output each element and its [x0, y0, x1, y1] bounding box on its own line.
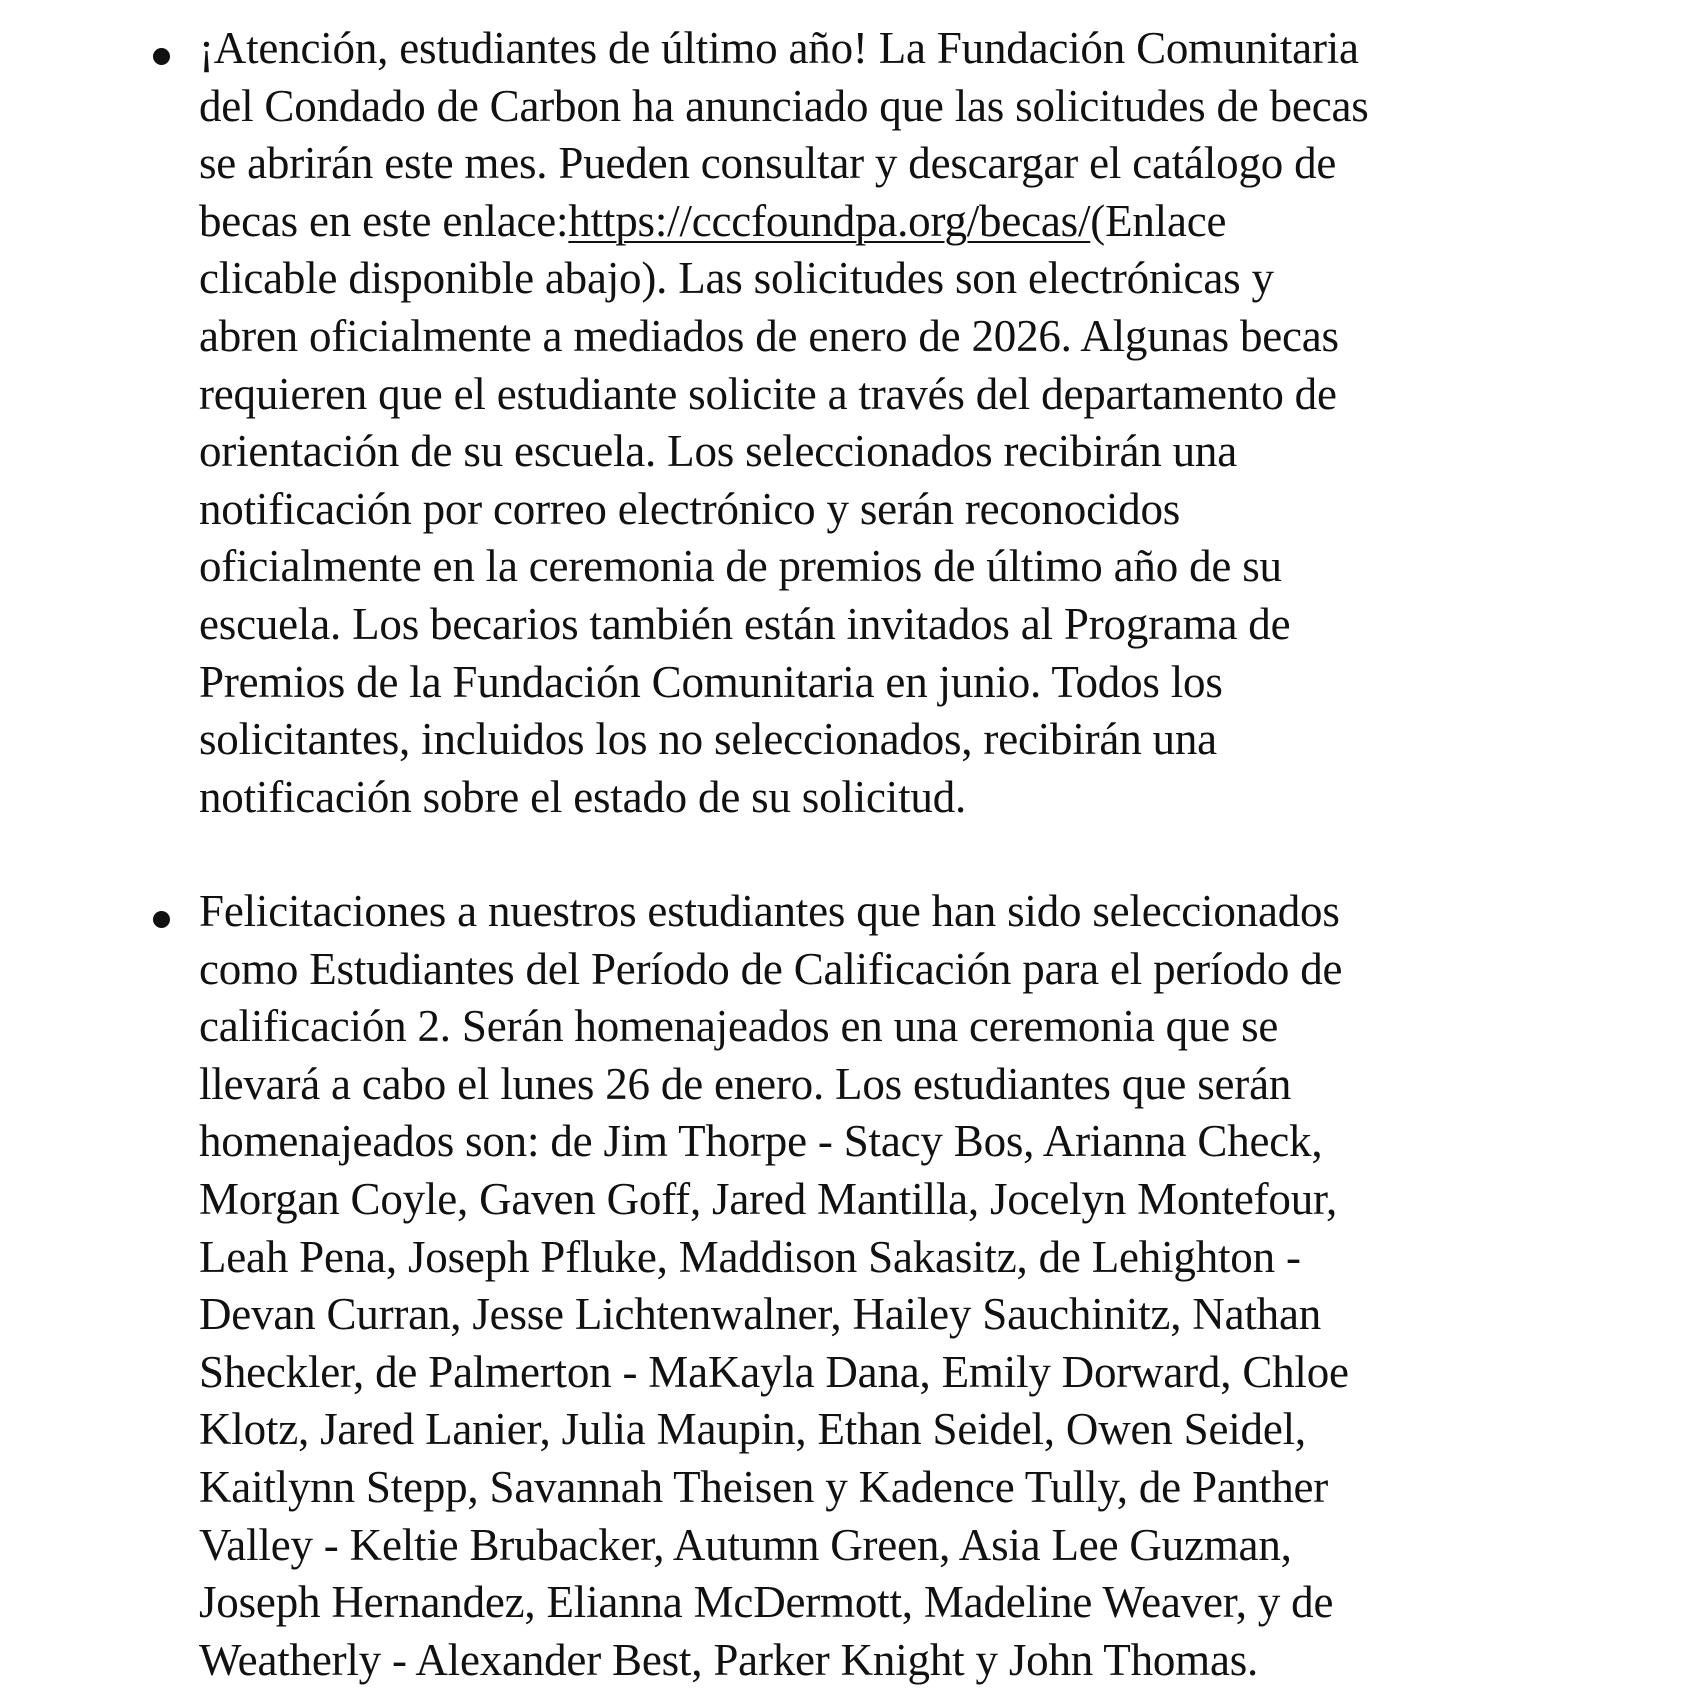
- text-line: Kaitlynn Stepp, Savannah Theisen y Kadence Tully, de Panther: [199, 1461, 1329, 1512]
- bullet-icon: [153, 911, 170, 928]
- text-line: Klotz, Jared Lanier, Julia Maupin, Ethan Seidel, Owen Seidel,: [199, 1404, 1306, 1455]
- list-item-text: [199, 20, 1369, 826]
- text-line: Valley - Keltie Brubacker, Autumn Green, Asia Lee Guzman,: [199, 1519, 1292, 1570]
- text-line-with-link: [199, 193, 1369, 251]
- text-line: notificación por correo electrónico y serán reconocidos: [199, 483, 1181, 534]
- bullet-icon: [153, 48, 170, 65]
- text-line: Premios de la Fundación Comunitaria en junio. Todos los: [199, 656, 1223, 707]
- text-line: se abrirán este mes. Pueden consultar y descargar el catálogo de: [199, 138, 1337, 189]
- text-line: Felicitaciones a nuestros estudiantes que han sido seleccionados: [199, 886, 1340, 936]
- text-line: del Condado de Carbon ha anunciado que las solicitudes de becas: [199, 80, 1369, 131]
- text-line: Sheckler, de Palmerton - MaKayla Dana, Emily Dorward, Chloe: [199, 1346, 1349, 1397]
- text-line: Devan Curran, Jesse Lichtenwalner, Hailey Sauchinitz, Nathan: [199, 1289, 1322, 1340]
- text-line: requieren que el estudiante solicite a través del departamento de: [199, 368, 1337, 419]
- text-line: oficialmente en la ceremonia de premios de último año de su: [199, 541, 1282, 592]
- text-line: calificación 2. Serán homenajeados en una ceremonia que se: [199, 1001, 1279, 1052]
- text-line: escuela. Los becarios también están invitados al Programa de: [199, 598, 1291, 649]
- text-line: homenajeados son: de Jim Thorpe - Stacy Bos, Arianna Check,: [199, 1116, 1323, 1167]
- text-line: llevará a cabo el lunes 26 de enero. Los estudiantes que serán: [199, 1058, 1292, 1109]
- text-line: notificación sobre el estado de su solicitud.: [199, 771, 967, 822]
- text-line: abren oficialmente a mediados de enero de 2026. Algunas becas: [199, 310, 1339, 361]
- text-line: Morgan Coyle, Gaven Goff, Jared Mantilla, Jocelyn Montefour,: [199, 1173, 1338, 1224]
- text-line: orientación de su escuela. Los seleccionados recibirán una: [199, 426, 1237, 477]
- text-line: Leah Pena, Joseph Pfluke, Maddison Sakasitz, de Lehighton -: [199, 1231, 1301, 1282]
- link-prefix-text: becas en este enlace:: [199, 195, 569, 246]
- text-line: solicitantes, incluidos los no seleccionados, recibirán una: [199, 714, 1217, 765]
- list-item-text: [199, 883, 1349, 1689]
- text-line: Weatherly - Alexander Best, Parker Knight y John Thomas.: [199, 1634, 1259, 1685]
- scholarship-catalog-link[interactable]: https://cccfoundpa.org/becas/: [568, 195, 1091, 246]
- text-line: como Estudiantes del Período de Calificación para el período de: [199, 943, 1343, 994]
- text-line: Joseph Hernandez, Elianna McDermott, Madeline Weaver, y de: [199, 1577, 1334, 1628]
- text-line: ¡Atención, estudiantes de último año! La Fundación Comunitaria: [199, 23, 1359, 73]
- text-line: clicable disponible abajo). Las solicitudes son electrónicas y: [199, 253, 1274, 304]
- link-suffix-text: (Enlace: [1090, 195, 1227, 246]
